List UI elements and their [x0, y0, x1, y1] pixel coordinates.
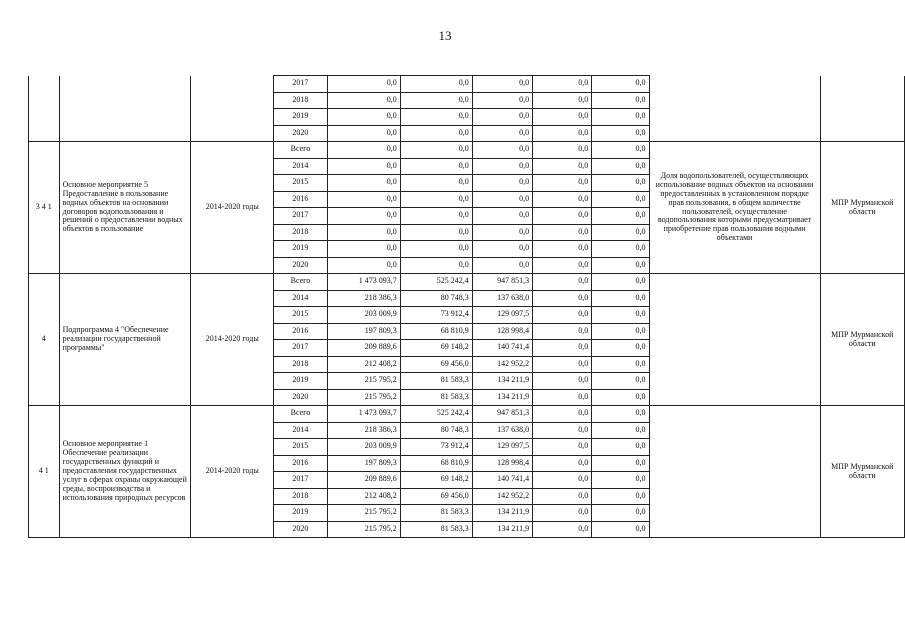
amount-cell: 142 952,2 — [472, 356, 532, 373]
amount-cell: 0,0 — [400, 257, 472, 274]
amount-cell: 129 097,5 — [472, 439, 532, 456]
amount-cell: 0,0 — [400, 241, 472, 258]
amount-cell: 0,0 — [592, 307, 649, 324]
amount-cell: 0,0 — [400, 142, 472, 159]
amount-cell: 0,0 — [533, 323, 592, 340]
amount-cell: 0,0 — [327, 125, 400, 142]
amount-cell: 209 889,6 — [327, 472, 400, 489]
amount-cell: 197 809,3 — [327, 455, 400, 472]
amount-cell: 0,0 — [592, 191, 649, 208]
year-cell: 2016 — [274, 455, 327, 472]
amount-cell: 134 211,9 — [472, 373, 532, 390]
year-cell: 2017 — [274, 340, 327, 357]
amount-cell: 0,0 — [533, 472, 592, 489]
year-cell: 2020 — [274, 125, 327, 142]
amount-cell: 0,0 — [533, 142, 592, 159]
amount-cell: 203 009,9 — [327, 307, 400, 324]
row-number: 4 1 — [29, 406, 60, 538]
amount-cell: 81 583,3 — [400, 373, 472, 390]
amount-cell: 73 912,4 — [400, 439, 472, 456]
amount-cell: 0,0 — [400, 125, 472, 142]
year-cell: 2014 — [274, 158, 327, 175]
amount-cell: 0,0 — [533, 257, 592, 274]
amount-cell: 0,0 — [327, 191, 400, 208]
table-row — [29, 274, 905, 291]
amount-cell: 0,0 — [592, 92, 649, 109]
amount-cell: 0,0 — [472, 257, 532, 274]
amount-cell: 0,0 — [592, 373, 649, 390]
amount-cell: 0,0 — [592, 175, 649, 192]
amount-cell: 68 810,9 — [400, 455, 472, 472]
implementation-period: 2014-2020 годы — [191, 142, 274, 274]
year-cell: 2016 — [274, 191, 327, 208]
year-cell: 2018 — [274, 224, 327, 241]
amount-cell: 0,0 — [533, 505, 592, 522]
amount-cell: 80 748,3 — [400, 422, 472, 439]
amount-cell: 80 748,3 — [400, 290, 472, 307]
amount-cell: 134 211,9 — [472, 521, 532, 538]
amount-cell: 0,0 — [472, 191, 532, 208]
amount-cell: 0,0 — [592, 521, 649, 538]
amount-cell: 0,0 — [533, 224, 592, 241]
amount-cell: 81 583,3 — [400, 389, 472, 406]
amount-cell: 0,0 — [592, 439, 649, 456]
amount-cell: 0,0 — [592, 406, 649, 423]
amount-cell: 1 473 093,7 — [327, 406, 400, 423]
amount-cell: 0,0 — [533, 356, 592, 373]
year-cell: 2015 — [274, 175, 327, 192]
amount-cell: 129 097,5 — [472, 307, 532, 324]
year-cell: 2019 — [274, 241, 327, 258]
amount-cell: 0,0 — [533, 175, 592, 192]
amount-cell: 0,0 — [400, 76, 472, 93]
amount-cell: 0,0 — [472, 208, 532, 225]
amount-cell: 0,0 — [327, 175, 400, 192]
amount-cell: 0,0 — [533, 373, 592, 390]
table-body — [29, 76, 905, 538]
amount-cell: 0,0 — [472, 92, 532, 109]
amount-cell: 0,0 — [592, 109, 649, 126]
amount-cell: 0,0 — [592, 224, 649, 241]
amount-cell: 81 583,3 — [400, 521, 472, 538]
amount-cell: 0,0 — [533, 241, 592, 258]
row-number — [29, 76, 60, 142]
implementation-period — [191, 76, 274, 142]
amount-cell: 137 638,0 — [472, 290, 532, 307]
amount-cell: 128 998,4 — [472, 323, 532, 340]
amount-cell: 525 242,4 — [400, 274, 472, 291]
measure-name: Основное мероприятие 5 Предоставление в пользование водных объектов на основании договоров водопользования и решений о предоставлении водных объектов в пользование — [59, 142, 191, 274]
amount-cell: 0,0 — [472, 142, 532, 159]
executor-name: МПР Мурманской области — [820, 274, 904, 406]
amount-cell: 0,0 — [592, 472, 649, 489]
amount-cell: 0,0 — [472, 241, 532, 258]
amount-cell: 0,0 — [533, 191, 592, 208]
amount-cell: 0,0 — [533, 307, 592, 324]
amount-cell: 218 386,3 — [327, 422, 400, 439]
amount-cell: 0,0 — [327, 257, 400, 274]
amount-cell: 0,0 — [592, 274, 649, 291]
year-cell: 2014 — [274, 290, 327, 307]
amount-cell: 137 638,0 — [472, 422, 532, 439]
year-cell: 2019 — [274, 109, 327, 126]
amount-cell: 69 148,2 — [400, 340, 472, 357]
year-cell: 2020 — [274, 389, 327, 406]
indicator-text — [649, 406, 820, 538]
amount-cell: 0,0 — [592, 488, 649, 505]
row-number: 4 — [29, 274, 60, 406]
table-row — [29, 76, 905, 93]
amount-cell: 0,0 — [592, 422, 649, 439]
amount-cell: 0,0 — [533, 488, 592, 505]
year-cell: 2015 — [274, 439, 327, 456]
measure-name: Подпрограмма 4 "Обеспечение реализации государственной программы" — [59, 274, 191, 406]
amount-cell: 1 473 093,7 — [327, 274, 400, 291]
amount-cell: 0,0 — [533, 92, 592, 109]
amount-cell: 0,0 — [400, 109, 472, 126]
amount-cell: 0,0 — [400, 92, 472, 109]
table-row — [29, 406, 905, 423]
amount-cell: 0,0 — [592, 76, 649, 93]
amount-cell: 0,0 — [592, 290, 649, 307]
amount-cell: 0,0 — [592, 389, 649, 406]
amount-cell: 0,0 — [533, 389, 592, 406]
amount-cell: 947 851,3 — [472, 274, 532, 291]
table-row — [29, 142, 905, 159]
amount-cell: 0,0 — [327, 241, 400, 258]
year-cell: 2017 — [274, 472, 327, 489]
amount-cell: 0,0 — [327, 208, 400, 225]
amount-cell: 0,0 — [592, 158, 649, 175]
amount-cell: 0,0 — [533, 109, 592, 126]
amount-cell: 0,0 — [533, 439, 592, 456]
amount-cell: 0,0 — [400, 191, 472, 208]
amount-cell: 0,0 — [533, 125, 592, 142]
amount-cell: 0,0 — [533, 158, 592, 175]
amount-cell: 0,0 — [327, 92, 400, 109]
amount-cell: 0,0 — [592, 455, 649, 472]
year-cell: 2016 — [274, 323, 327, 340]
implementation-period: 2014-2020 годы — [191, 274, 274, 406]
amount-cell: 0,0 — [533, 455, 592, 472]
amount-cell: 69 456,0 — [400, 356, 472, 373]
amount-cell: 0,0 — [472, 125, 532, 142]
executor-name: МПР Мурманской области — [820, 406, 904, 538]
indicator-text — [649, 76, 820, 142]
implementation-period: 2014-2020 годы — [191, 406, 274, 538]
amount-cell: 0,0 — [327, 158, 400, 175]
amount-cell: 0,0 — [472, 76, 532, 93]
amount-cell: 218 386,3 — [327, 290, 400, 307]
indicator-text: Доля водопользователей, осуществляющих использование водных объектов на основании предоставленных в установленном порядке прав пользования, в общем количестве пользователей, осуществление водопользования которыми предусматривает приобретение прав пользования водными объектами — [649, 142, 820, 274]
amount-cell: 215 795,2 — [327, 505, 400, 522]
amount-cell: 140 741,4 — [472, 340, 532, 357]
amount-cell: 0,0 — [327, 76, 400, 93]
year-cell: Всего — [274, 274, 327, 291]
amount-cell: 0,0 — [327, 142, 400, 159]
amount-cell: 68 810,9 — [400, 323, 472, 340]
year-cell: 2020 — [274, 257, 327, 274]
amount-cell: 0,0 — [533, 208, 592, 225]
year-cell: 2018 — [274, 488, 327, 505]
amount-cell: 128 998,4 — [472, 455, 532, 472]
amount-cell: 0,0 — [592, 142, 649, 159]
amount-cell: 0,0 — [533, 340, 592, 357]
amount-cell: 0,0 — [472, 175, 532, 192]
amount-cell: 0,0 — [400, 158, 472, 175]
amount-cell: 0,0 — [592, 340, 649, 357]
amount-cell: 209 889,6 — [327, 340, 400, 357]
amount-cell: 525 242,4 — [400, 406, 472, 423]
amount-cell: 0,0 — [533, 290, 592, 307]
amount-cell: 0,0 — [472, 109, 532, 126]
amount-cell: 212 408,2 — [327, 488, 400, 505]
amount-cell: 0,0 — [592, 505, 649, 522]
year-cell: 2017 — [274, 76, 327, 93]
amount-cell: 140 741,4 — [472, 472, 532, 489]
year-cell: 2019 — [274, 373, 327, 390]
year-cell: 2015 — [274, 307, 327, 324]
amount-cell: 212 408,2 — [327, 356, 400, 373]
amount-cell: 203 009,9 — [327, 439, 400, 456]
amount-cell: 0,0 — [592, 323, 649, 340]
program-table — [28, 75, 905, 538]
amount-cell: 0,0 — [533, 521, 592, 538]
amount-cell: 0,0 — [592, 257, 649, 274]
year-cell: 2014 — [274, 422, 327, 439]
amount-cell: 134 211,9 — [472, 389, 532, 406]
amount-cell: 0,0 — [400, 208, 472, 225]
amount-cell: 0,0 — [533, 406, 592, 423]
measure-name — [59, 76, 191, 142]
year-cell: Всего — [274, 142, 327, 159]
row-number: 3 4 1 — [29, 142, 60, 274]
amount-cell: 0,0 — [533, 274, 592, 291]
amount-cell: 215 795,2 — [327, 373, 400, 390]
amount-cell: 134 211,9 — [472, 505, 532, 522]
year-cell: 2020 — [274, 521, 327, 538]
indicator-text — [649, 274, 820, 406]
amount-cell: 0,0 — [533, 76, 592, 93]
measure-name: Основное мероприятие 1 Обеспечение реализации государственных функций и предоставления государственных услуг в сферах охраны окружающей среды, воспроизводства и использования природных ресурсов — [59, 406, 191, 538]
amount-cell: 0,0 — [327, 224, 400, 241]
amount-cell: 947 851,3 — [472, 406, 532, 423]
amount-cell: 0,0 — [400, 175, 472, 192]
amount-cell: 197 809,3 — [327, 323, 400, 340]
amount-cell: 0,0 — [592, 356, 649, 373]
executor-name — [820, 76, 904, 142]
amount-cell: 215 795,2 — [327, 521, 400, 538]
amount-cell: 0,0 — [327, 109, 400, 126]
year-cell: 2018 — [274, 356, 327, 373]
amount-cell: 0,0 — [400, 224, 472, 241]
year-cell: Всего — [274, 406, 327, 423]
amount-cell: 215 795,2 — [327, 389, 400, 406]
amount-cell: 73 912,4 — [400, 307, 472, 324]
page-number: 13 — [438, 28, 452, 43]
amount-cell: 0,0 — [533, 422, 592, 439]
year-cell: 2017 — [274, 208, 327, 225]
year-cell: 2018 — [274, 92, 327, 109]
amount-cell: 0,0 — [592, 208, 649, 225]
executor-name: МПР Мурманской области — [820, 142, 904, 274]
amount-cell: 69 148,2 — [400, 472, 472, 489]
amount-cell: 81 583,3 — [400, 505, 472, 522]
amount-cell: 0,0 — [472, 224, 532, 241]
amount-cell: 142 952,2 — [472, 488, 532, 505]
amount-cell: 0,0 — [472, 158, 532, 175]
amount-cell: 0,0 — [592, 125, 649, 142]
amount-cell: 69 456,0 — [400, 488, 472, 505]
amount-cell: 0,0 — [592, 241, 649, 258]
year-cell: 2019 — [274, 505, 327, 522]
